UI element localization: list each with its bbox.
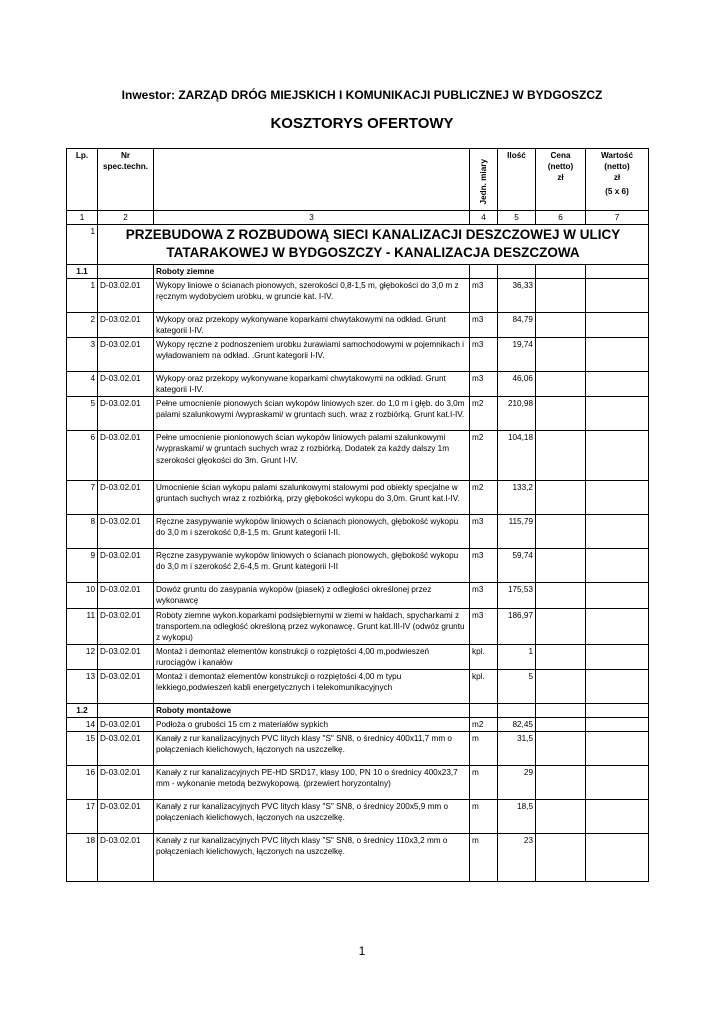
section-title-line1: PRZEBUDOWA Z ROZBUDOWĄ SIECI KANALIZACJI DESZCZOWEJ W ULICY: [125, 227, 621, 243]
row-description: Wykopy ręczne z podnoszeniem urobku żurawiami samochodowymi w pojemnikach i wyładowaniem na odkład. .Grunt kategorii I-IV.: [154, 338, 470, 372]
row-value[interactable]: [586, 669, 649, 703]
subsection-price: [536, 703, 586, 717]
row-spec: D-03.02.01: [98, 583, 154, 608]
table-body: [67, 225, 649, 882]
row-value[interactable]: [586, 431, 649, 481]
row-unit: m: [470, 731, 498, 765]
row-qty: 23: [498, 833, 536, 881]
row-qty: 19,74: [498, 338, 536, 372]
section-row: [67, 225, 649, 265]
table-row: [67, 313, 649, 338]
row-price[interactable]: [536, 515, 586, 549]
row-value[interactable]: [586, 583, 649, 608]
header-value-line1: Wartość: [601, 151, 633, 160]
row-qty: 175,53: [498, 583, 536, 608]
row-lp: 16: [67, 765, 98, 799]
row-unit: m3: [470, 515, 498, 549]
table-row: [67, 481, 649, 515]
row-unit: m2: [470, 717, 498, 731]
row-spec: D-03.02.01: [98, 481, 154, 515]
row-value[interactable]: [586, 481, 649, 515]
row-qty: 29: [498, 765, 536, 799]
row-qty: 1: [498, 644, 536, 669]
row-lp: 14: [67, 717, 98, 731]
row-lp: 13: [67, 669, 98, 703]
row-lp: 12: [67, 644, 98, 669]
row-price[interactable]: [536, 338, 586, 372]
row-value[interactable]: [586, 644, 649, 669]
row-qty: 59,74: [498, 549, 536, 583]
row-spec: D-03.02.01: [98, 279, 154, 313]
subsection-unit: [470, 265, 498, 279]
row-price[interactable]: [536, 397, 586, 431]
row-description: Podłoża o grubości 15 cm z materiałów sypkich: [154, 717, 470, 731]
table-row: [67, 515, 649, 549]
section-number: 1: [67, 225, 98, 265]
header-spec-line2: spec.techn.: [102, 162, 149, 172]
row-description: Wykopy oraz przekopy wykonywane koparkami chwytakowymi na odkład. Grunt kategorii I-IV.: [154, 372, 470, 397]
row-spec: D-03.02.01: [98, 431, 154, 481]
colnum: 6: [536, 211, 586, 225]
document-title: KOSZTORYS OFERTOWY: [270, 115, 454, 132]
table-row: [67, 669, 649, 703]
subsection-qty: [498, 265, 536, 279]
row-value[interactable]: [586, 731, 649, 765]
row-spec: D-03.02.01: [98, 549, 154, 583]
row-qty: 18,5: [498, 799, 536, 833]
colnum: 3: [154, 211, 470, 225]
row-value[interactable]: [586, 397, 649, 431]
subsection-value: [586, 703, 649, 717]
subsection-title: Roboty ziemne: [154, 265, 470, 279]
row-lp: 2: [67, 313, 98, 338]
row-price[interactable]: [536, 583, 586, 608]
table-row: [67, 279, 649, 313]
row-spec: D-03.02.01: [98, 765, 154, 799]
header-description: [154, 149, 470, 211]
subsection-price: [536, 265, 586, 279]
table-row: [67, 644, 649, 669]
table-row: [67, 549, 649, 583]
table-row: [67, 338, 649, 372]
row-spec: D-03.02.01: [98, 608, 154, 644]
subsection-number: 1.2: [67, 703, 98, 717]
row-unit: m3: [470, 549, 498, 583]
row-spec: D-03.02.01: [98, 731, 154, 765]
row-price[interactable]: [536, 644, 586, 669]
row-price[interactable]: [536, 833, 586, 881]
row-qty: 5: [498, 669, 536, 703]
table-row: [67, 799, 649, 833]
subsection-value: [586, 265, 649, 279]
row-value[interactable]: [586, 549, 649, 583]
row-unit: m2: [470, 397, 498, 431]
header-price-line2: (netto): [547, 162, 574, 172]
row-description: Ręczne zasypywanie wykopów liniowych o ścianach pionowych, głębokość wykopu do 3,0 m i szerokość 2,6-4,5 m. Grunt kategorii I-II: [154, 549, 470, 583]
row-unit: m2: [470, 431, 498, 481]
header-unit-label: Jedn. miary: [478, 159, 488, 205]
row-description: Montaż i demontaż elementów konstrukcji o rozpiętości 4,00 m,podwieszeń rurociągów i kanałów: [154, 644, 470, 669]
row-description: Kanały z rur kanalizacyjnych PVC litych klasy "S" SN8, o średnicy 110x3,2 mm o połączeniach kielichowych, łączonych na uszczelkę.: [154, 833, 470, 881]
row-lp: 7: [67, 481, 98, 515]
row-unit: m3: [470, 338, 498, 372]
row-price[interactable]: [536, 717, 586, 731]
header-value-line2: (netto): [604, 162, 630, 172]
section-title: [98, 225, 649, 265]
row-qty: 133,2: [498, 481, 536, 515]
row-unit: kpl.: [470, 644, 498, 669]
header-value-line4: (5 x 6): [605, 187, 629, 197]
subsection-title: Roboty montażowe: [154, 703, 470, 717]
colnum: 7: [586, 211, 649, 225]
row-lp: 18: [67, 833, 98, 881]
subsection-unit: [470, 703, 498, 717]
row-spec: D-03.02.01: [98, 799, 154, 833]
row-unit: m3: [470, 372, 498, 397]
row-spec: D-03.02.01: [98, 372, 154, 397]
table-row: [67, 731, 649, 765]
row-spec: D-03.02.01: [98, 338, 154, 372]
row-spec: D-03.02.01: [98, 833, 154, 881]
row-qty: 46,06: [498, 372, 536, 397]
row-price[interactable]: [536, 431, 586, 481]
row-spec: D-03.02.01: [98, 515, 154, 549]
row-price[interactable]: [536, 669, 586, 703]
row-price[interactable]: [536, 279, 586, 313]
row-description: Dowóz gruntu do zasypania wykopów (piasek) z odległości określonej przez wykonawcę: [154, 583, 470, 608]
page-number: 1: [358, 944, 366, 958]
row-qty: 36,33: [498, 279, 536, 313]
row-value[interactable]: [586, 765, 649, 799]
row-lp: 11: [67, 608, 98, 644]
table-row: [67, 583, 649, 608]
table-row: [67, 717, 649, 731]
row-spec: D-03.02.01: [98, 669, 154, 703]
row-price[interactable]: [536, 799, 586, 833]
row-unit: m2: [470, 481, 498, 515]
row-price[interactable]: [536, 549, 586, 583]
row-unit: m: [470, 765, 498, 799]
row-description: Montaż i demontaż elementów konstrukcji o rozpiętości 4,00 m typu lekkiego,podwieszeń kabli energetycznych i telekomunikacyjnych: [154, 669, 470, 703]
row-unit: m3: [470, 583, 498, 608]
table-row: [67, 833, 649, 881]
row-lp: 15: [67, 731, 98, 765]
row-lp: 4: [67, 372, 98, 397]
table-row: [67, 372, 649, 397]
subsection-number: 1.1: [67, 265, 98, 279]
cost-estimate-table: [66, 148, 649, 882]
row-description: Kanały z rur kanalizacyjnych PE-HD SRD17, klasy 100, PN 10 o średnicy 400x23,7 mm - wykonanie metodą bezwykopową. (przewiert horyzontalny): [154, 765, 470, 799]
header-value-line3: zł: [613, 173, 621, 183]
row-description: Roboty ziemne wykon.koparkami podsiębiernymi w ziemi w hałdach, spycharkami z transportem.na odległość określoną przez wykonawcę. Grunt kat.III-IV (odwóz gruntu z wykopu): [154, 608, 470, 644]
row-qty: 115,79: [498, 515, 536, 549]
row-qty: 82,45: [498, 717, 536, 731]
row-unit: m3: [470, 608, 498, 644]
colnum: 5: [498, 211, 536, 225]
header-price-line3: zł: [557, 173, 564, 183]
column-number-row: [67, 211, 649, 225]
row-spec: D-03.02.01: [98, 313, 154, 338]
row-qty: 84,79: [498, 313, 536, 338]
row-value[interactable]: [586, 313, 649, 338]
header-unit: [470, 149, 498, 211]
table-row: [67, 397, 649, 431]
row-description: Pełne umocnienie pionowych ścian wykopów liniowych szer. do 1,0 m i głęb. do 3,0m palami szalunkowymi /wypraskami/ w gruntach such. wraz z rozbiórką. Grunt kat.I-IV.: [154, 397, 470, 431]
row-qty: 186,97: [498, 608, 536, 644]
row-lp: 10: [67, 583, 98, 608]
row-price[interactable]: [536, 731, 586, 765]
colnum: 1: [67, 211, 98, 225]
row-value[interactable]: [586, 717, 649, 731]
row-description: Wykopy oraz przekopy wykonywane koparkami chwytakowymi na odkład. Grunt kategorii I-IV.: [154, 313, 470, 338]
row-unit: m3: [470, 313, 498, 338]
row-value[interactable]: [586, 833, 649, 881]
row-unit: kpl.: [470, 669, 498, 703]
row-price[interactable]: [536, 313, 586, 338]
colnum: 4: [470, 211, 498, 225]
header-price-line1: Cena: [550, 151, 571, 160]
row-description: Ręczne zasypywanie wykopów liniowych o ścianach pionowych, głębokość wykopu do 3,0 m i szerokość 0,8-1,5 m. Grunt kategorii I-II.: [154, 515, 470, 549]
row-unit: m: [470, 799, 498, 833]
subsection-spec: [98, 265, 154, 279]
header-spec-line1: Nr: [120, 151, 131, 160]
row-lp: 8: [67, 515, 98, 549]
row-price[interactable]: [536, 481, 586, 515]
header-lp: Lp.: [67, 149, 98, 211]
header-spec: [98, 149, 154, 211]
row-lp: 6: [67, 431, 98, 481]
row-qty: 210,98: [498, 397, 536, 431]
row-unit: m: [470, 833, 498, 881]
subsection-spec: [98, 703, 154, 717]
row-value[interactable]: [586, 279, 649, 313]
row-lp: 5: [67, 397, 98, 431]
row-description: Pełne umocnienie pionionowych ścian wykopów liniowych palami szalunkowymi /wypraskami/ w gruntach suchych wraz z rozbiórką. Dodatek za każdy dalszy 1m szerokości głęokości do 3m. Grunt I-IV.: [154, 431, 470, 481]
table-row: [67, 608, 649, 644]
header-price: [536, 149, 586, 211]
row-qty: 31,5: [498, 731, 536, 765]
header-value: [586, 149, 649, 211]
table-row: [67, 765, 649, 799]
row-value[interactable]: [586, 515, 649, 549]
row-value[interactable]: [586, 799, 649, 833]
row-description: Umocnienie ścian wykopu palami szalunkowymi stalowymi pod obiekty specjalne w gruntach suchych wraz z rozbiórką, przy głębokości wykopu do 3,0m. Grunt kat.I-IV.: [154, 481, 470, 515]
row-value[interactable]: [586, 338, 649, 372]
row-price[interactable]: [536, 372, 586, 397]
colnum: 2: [98, 211, 154, 225]
row-lp: 3: [67, 338, 98, 372]
row-spec: D-03.02.01: [98, 397, 154, 431]
row-description: Wykopy liniowe o ścianach pionowych, szerokości 0,8-1,5 m, głębokości do 3,0 m z ręcznym wydobyciem urobku, w gruncie kat. I-IV.: [154, 279, 470, 313]
row-value[interactable]: [586, 608, 649, 644]
row-spec: D-03.02.01: [98, 644, 154, 669]
section-title-line2: TATARAKOWEJ W BYDGOSZCZY - KANALIZACJA DESZCZOWA: [166, 245, 580, 261]
subsection-row: [67, 703, 649, 717]
subsection-qty: [498, 703, 536, 717]
table-row: [67, 431, 649, 481]
subsection-row: [67, 265, 649, 279]
row-description: Kanały z rur kanalizacyjnych PVC litych klasy "S" SN8, o średnicy 200x5,9 mm o połączeniach kielichowych, łączonych na uszczelkę.: [154, 799, 470, 833]
row-description: Kanały z rur kanalizacyjnych PVC litych klasy "S" SN8, o średnicy 400x11,7 mm o połączeniach kielichowych, łączonych na uszczelkę.: [154, 731, 470, 765]
row-qty: 104,18: [498, 431, 536, 481]
row-lp: 1: [67, 279, 98, 313]
row-unit: m3: [470, 279, 498, 313]
row-price[interactable]: [536, 765, 586, 799]
row-lp: 17: [67, 799, 98, 833]
investor-line: Inwestor: ZARZĄD DRÓG MIEJSKICH I KOMUNIKACJI PUBLICZNEJ W BYDGOSZCZ: [121, 88, 603, 102]
row-value[interactable]: [586, 372, 649, 397]
row-lp: 9: [67, 549, 98, 583]
table-header-row: [67, 149, 649, 211]
row-spec: D-03.02.01: [98, 717, 154, 731]
header-qty: Ilość: [498, 149, 536, 211]
row-price[interactable]: [536, 608, 586, 644]
